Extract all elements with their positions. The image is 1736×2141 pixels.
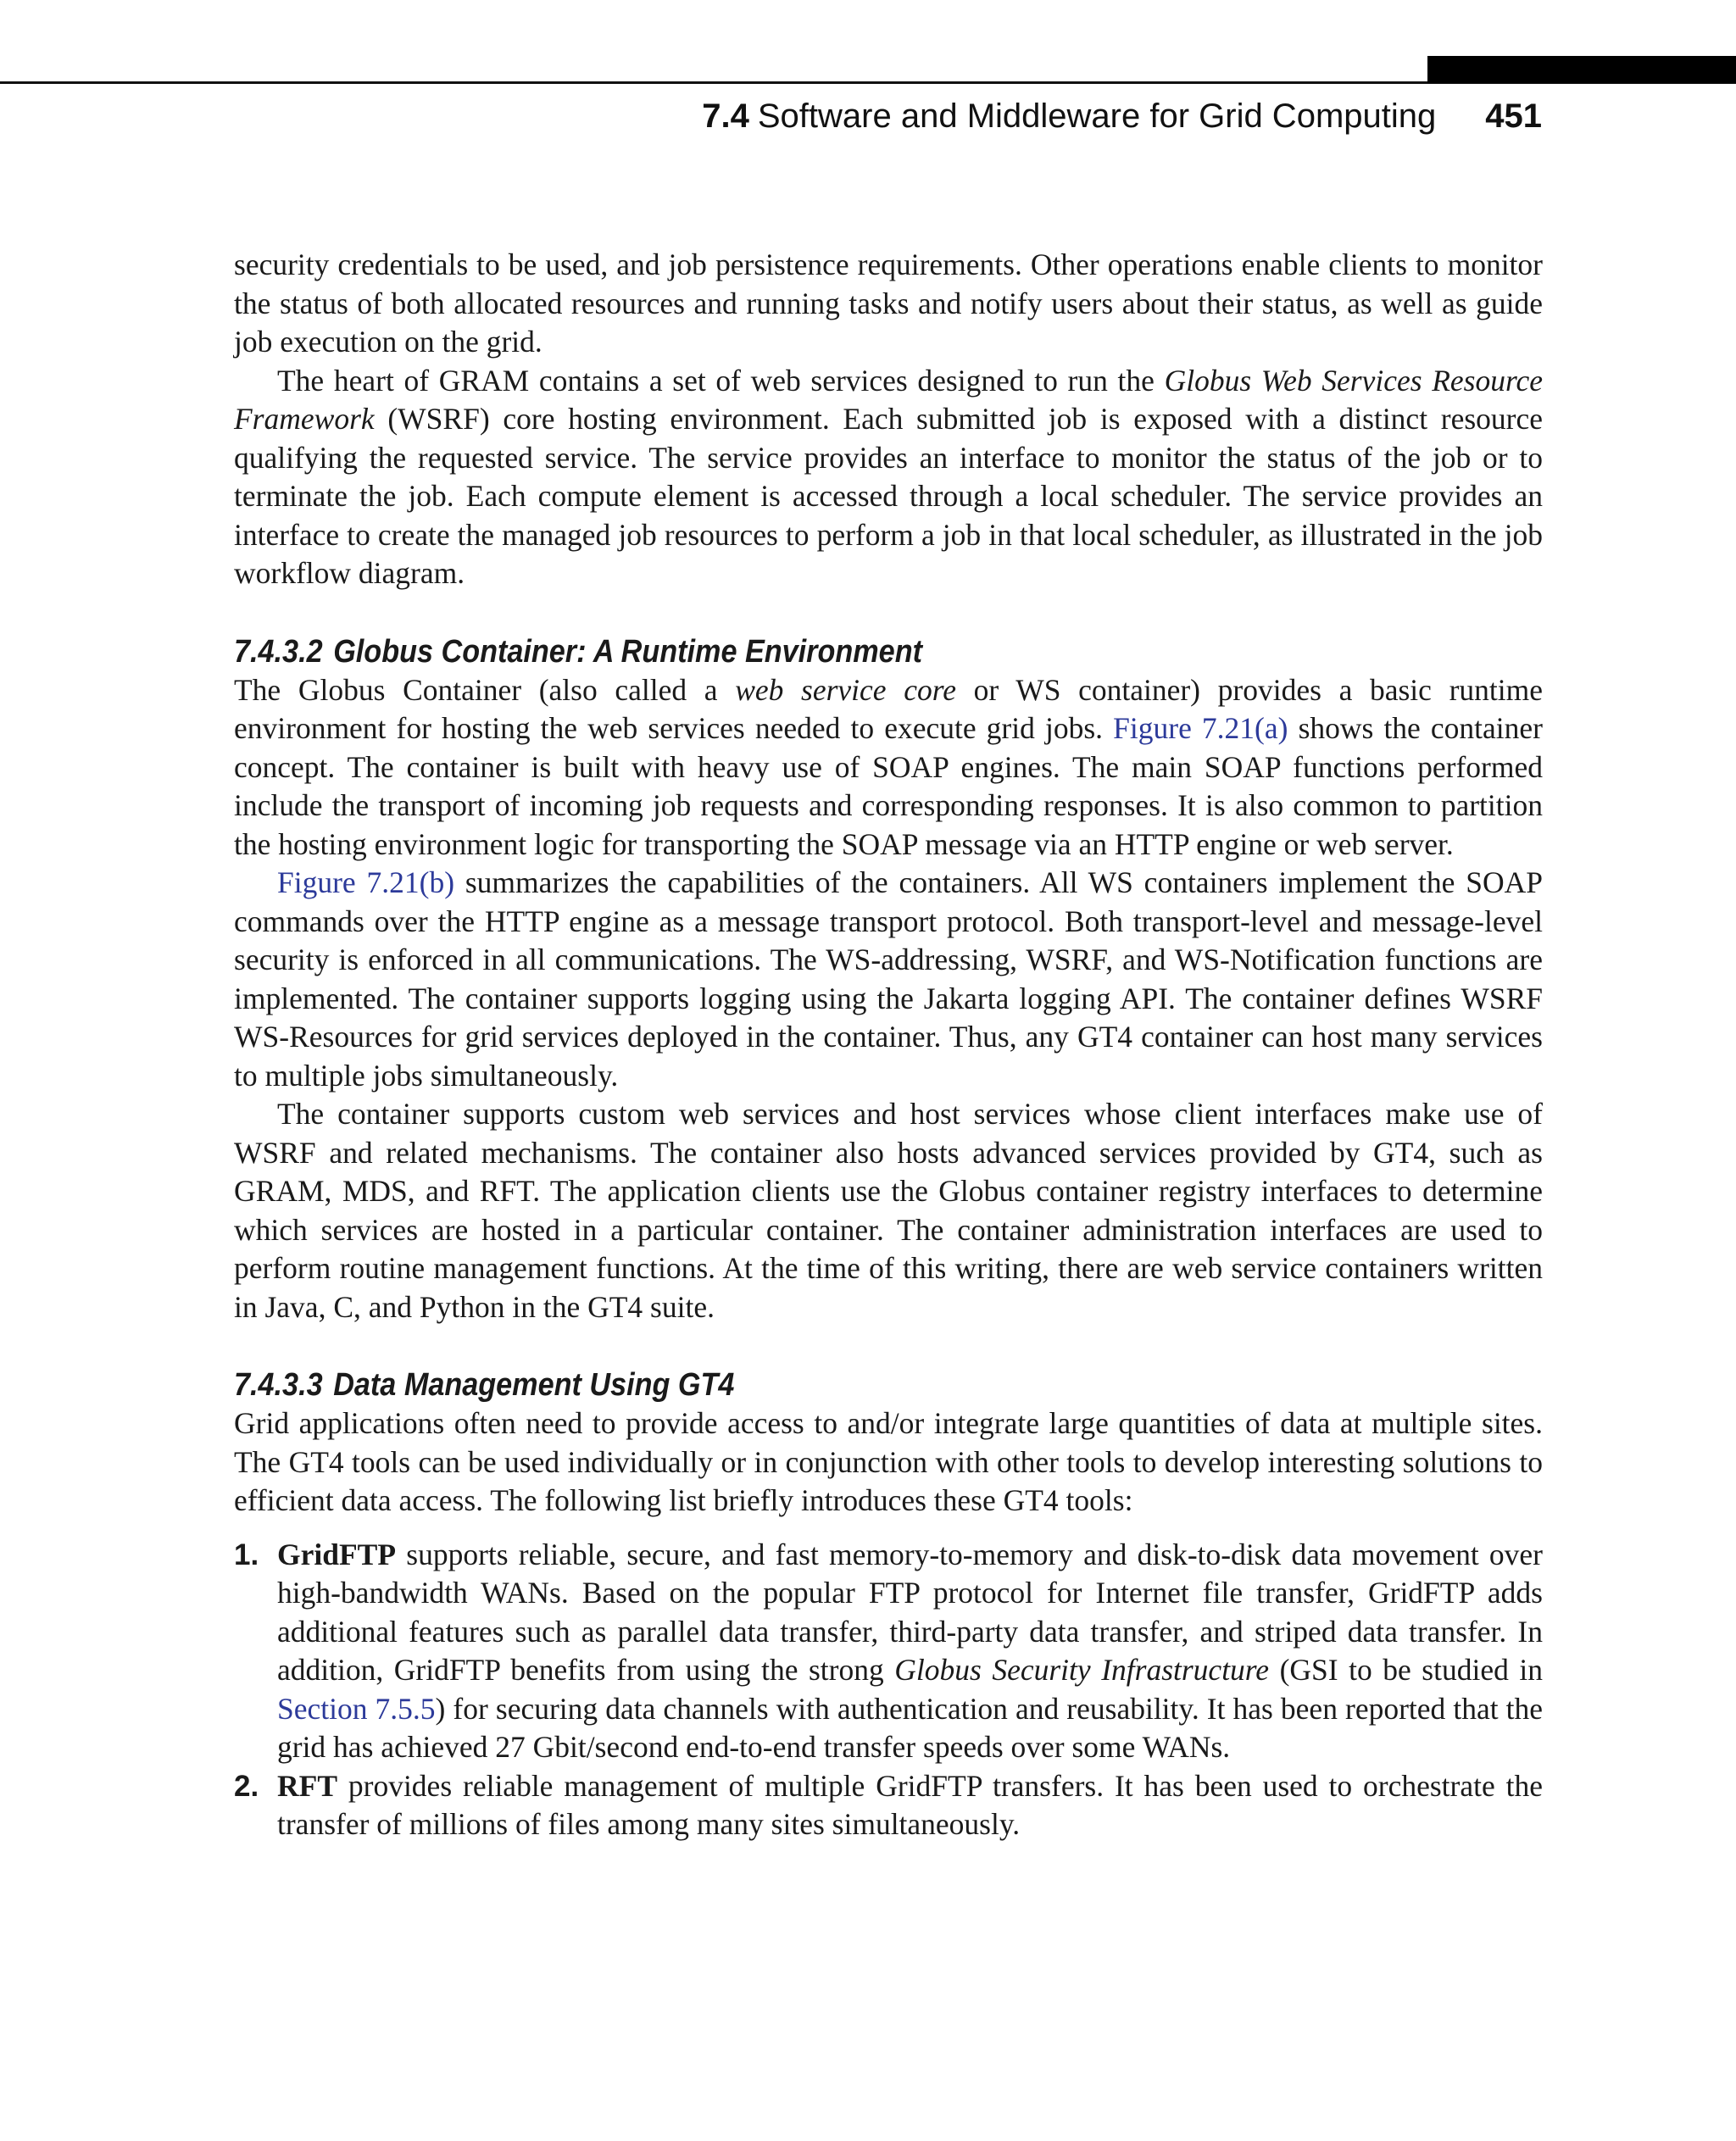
page-number: 451 [1485, 97, 1542, 135]
paragraph-gram-heart: The heart of GRAM contains a set of web services designed to run the Globus Web Services Resource Framework (WSRF) core hosting environment. Each submitted job is exposed with a distinct resource qualifying the requested service. The service provides an interface to monitor the status of the job or to terminate the job. Each compute element is accessed through a local scheduler. The service provides an interface to create the managed job resources to perform a job in that local scheduler, as illustrated in the job workflow diagram. [234, 363, 1543, 590]
section-7-5-5-link[interactable]: Section 7.5.5 [277, 1691, 436, 1726]
running-head [702, 95, 1542, 137]
paragraph-container-capabilities: Figure 7.21(b) summarizes the capabilities of the containers. All WS containers implement the SOAP commands over the HTTP engine as a message transport protocol. Both transport-level and message-level security is enforced in all communications. The WS-addressing, WSRF, and WS-Notification functions are implemented. The container supports logging using the Jakarta logging API. The container defines WSRF WS-Resources for grid services deployed in the container. Thus, any GT4 container can host many services to multiple jobs simultaneously. [234, 865, 1543, 1093]
term-gsi: Globus Security Infrastructure [894, 1653, 1270, 1687]
paragraph-continued: security credentials to be used, and job persistence requirements. Other operations enable clients to monitor the status of both allocated resources and running tasks and notify users about their status, as well as guide job execution on the grid. [234, 247, 1543, 359]
list-number: 1. [234, 1538, 259, 1571]
running-head-section-number: 7.4 [702, 97, 749, 135]
term-gridftp: GridFTP [277, 1537, 397, 1571]
gt4-tools-list [234, 1536, 1543, 1844]
figure-7-21b-link[interactable]: Figure 7.21(b) [277, 865, 455, 899]
list-number: 2. [234, 1769, 259, 1803]
list-item-gridftp: 1. GridFTP supports reliable, secure, and fast memory-to-memory and disk-to-disk data movement over high-bandwidth WANs. Based on the popular FTP protocol for Internet file transfer, GridFTP adds additional features such as parallel data transfer, third-party data transfer, and striped data transfer. In addition, GridFTP benefits from using the strong Globus Security Infrastructure (GSI to be studied in Section 7.5.5) for securing data channels with authentication and reusability. It has been reported that the grid has achieved 27 Gbit/second end-to-end transfer speeds over some WANs. [234, 1537, 1543, 1764]
running-head-section-title: Software and Middleware for Grid Computing [757, 97, 1437, 135]
header-tab-block [1427, 56, 1736, 83]
paragraph-data-management: Grid applications often need to provide access to and/or integrate large quantities of data at multiple sites. The GT4 tools can be used individually or in conjunction with other tools to develop interesting solutions to efficient data access. The following list briefly introduces these GT4 tools: [234, 1406, 1543, 1517]
term-globus-wsrf: Globus Web Services Resource Framework [234, 363, 1543, 436]
figure-7-21a-link[interactable]: Figure 7.21(a) [1113, 711, 1288, 745]
paragraph-custom-services: The container supports custom web services and host services whose client interfaces make use of WSRF and related mechanisms. The container also hosts advanced services provided by GT4, such as GRAM, MDS, and RFT. The application clients use the Globus container registry interfaces to determine which services are hosted in a particular container. The container administration interfaces are used to perform routine management functions. At the time of this writing, there are web service containers written in Java, C, and Python in the GT4 suite. [234, 1097, 1543, 1324]
list-item-rft: 2. RFT provides reliable management of multiple GridFTP transfers. It has been used to orchestrate the transfer of millions of files among many sites simultaneously. [234, 1768, 1543, 1841]
term-web-service-core: web service core [735, 672, 956, 707]
page-body [234, 246, 1543, 1844]
paragraph-globus-container: The Globus Container (also called a web service core or WS container) provides a basic runtime environment for hosting the web services needed to execute grid jobs. Figure 7.21(a) shows the container concept. The container is built with heavy use of SOAP engines. The main SOAP functions performed include the transport of incoming job requests and corresponding responses. It is also common to partition the hosting environment logic for transporting the SOAP message via an HTTP engine or web server. [234, 672, 1543, 861]
term-rft: RFT [277, 1768, 337, 1803]
section-heading-7432: 7.4.3.2 Globus Container: A Runtime Environment [234, 633, 922, 670]
section-heading-7433: 7.4.3.3 Data Management Using GT4 [234, 1367, 735, 1403]
